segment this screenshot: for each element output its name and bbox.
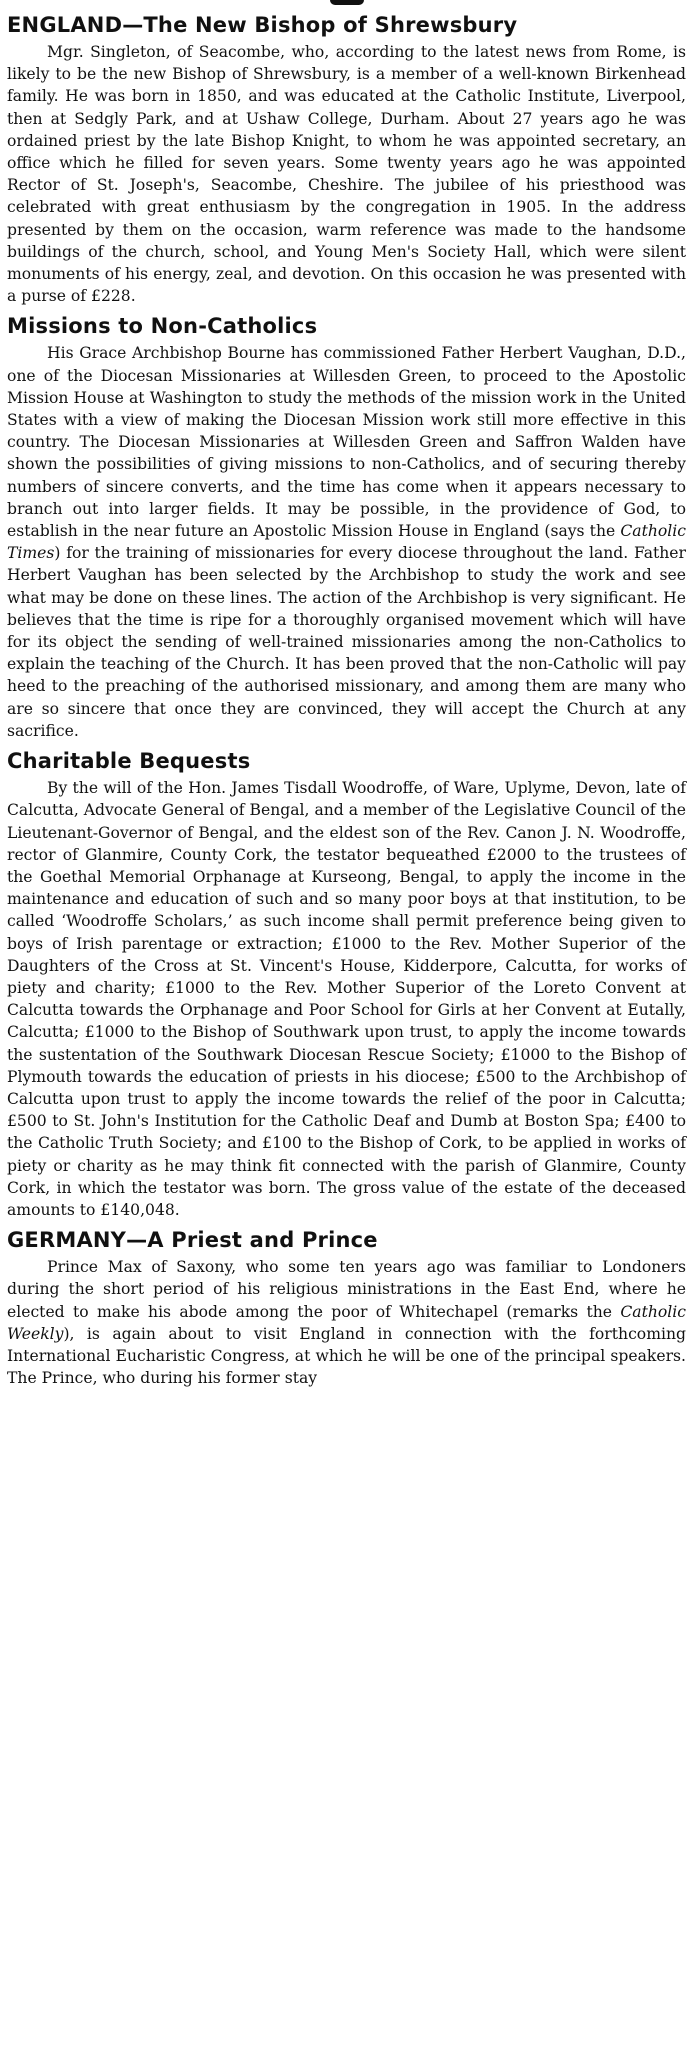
article-heading: ENGLAND—The New Bishop of Shrewsbury: [7, 13, 518, 37]
article-body-part: His Grace Archbishop Bourne has commissioned Father Herbert Vaughan, D.D., one of the Diocesan Missionaries at Willesden Green, to proceed to the Apostolic Mission House at Washington to study the methods of the mission work in the United States with a view of making the Diocesan Mission work still more effective in this country. The Diocesan Missionaries at Willesden Green and Saffron Walden have shown the possibilities of giving missions to non-Catholics, and of securing thereby numbers of sincere converts, and the time has come when it appears necessary to branch out into larger fields. It may be possible, in the providence of God, to establish in the near future an Apostolic Mission House in England (says the: [7, 344, 686, 541]
article-body: Mgr. Singleton, of Seacombe, who, according to the latest news from Rome, is likely to be the new Bishop of Shrewsbury, is a member of a well-known Birkenhead family. He was born in 1850, and was educated at the Catholic Institute, Liverpool, then at Sedgly Park, and at Ushaw College, Durham. About 27 years ago he was ordained priest by the late Bishop Knight, to whom he was appointed secretary, an office which he filled for seven years. Some twenty years ago he was appointed Rector of St. Joseph's, Seacombe, Cheshire. The jubilee of his priesthood was celebrated with great enthusiasm by the congregation in 1905. In the address presented by them on the occasion, warm reference was made to the handsome buildings of the church, school, and Young Men's Society Hall, which were silent monuments of his energy, zeal, and devotion. On this occasion he was presented with a purse of £228.: [7, 43, 686, 306]
article-body: [7, 1256, 686, 1389]
article-heading: GERMANY—A Priest and Prince: [7, 1228, 378, 1253]
publication-title: Catholic Times: [7, 522, 686, 563]
article-heading: Missions to Non-Catholics: [7, 314, 318, 339]
article-body-part: ), is again about to visit England in connection with the forthcoming International Eucharistic Congress, at which he will be one of the principal speakers. The Prince, who during his former stay: [7, 1324, 686, 1388]
article-priest-and-prince: [7, 1227, 686, 1389]
article-heading: Charitable Bequests: [7, 749, 251, 774]
article-body-part: Prince Max of Saxony, who some ten years ago was familiar to Londoners during the short period of his religious ministrations in the East End, where he elected to make his abode among the poor of Whitechapel (remarks the: [7, 1258, 686, 1321]
article-bishop-of-shrewsbury: [7, 12, 686, 307]
article-charitable-bequests: [7, 748, 686, 1221]
article-body: [7, 342, 686, 742]
article-missions-to-non-catholics: [7, 313, 686, 742]
publication-title: Catholic Weekly: [7, 1302, 686, 1343]
article-body: By the will of the Hon. James Tisdall Woodroffe, of Ware, Uplyme, Devon, late of Calcutta, Advocate General of Bengal, and a member of the Legislative Council of the Lieutenant-Governor of Bengal, and the eldest son of the Rev. Canon J. N. Woodroffe, rector of Glanmire, County Cork, the testator bequeathed £2000 to the trustees of the Goethal Memorial Orphanage at Kurseong, Bengal, to apply the income in the maintenance and education of such and so many poor boys at that institution, to be called ‘Woodroffe Scholars,’ as such income shall permit preference being given to boys of Irish parentage or extraction; £1000 to the Rev. Mother Superior of the Daughters of the Cross at St. Vincent's House, Kidderpore, Calcutta, for works of piety and charity; £1000 to the Rev. Mother Superior of the Loreto Convent at Calcutta towards the Orphanage and Poor School for Girls at her Convent at Eutally, Calcutta; £1000 to the Bishop of Southwark upon trust, to apply the income towards the sustentation of the Southwark Diocesan Rescue Society; £1000 to the Bishop of Plymouth towards the education of priests in his diocese; £500 to the Archbishop of Calcutta upon trust to apply the income towards the relief of the poor in Calcutta; £500 to St. John's Institution for the Catholic Deaf and Dumb at Boston Spa; £400 to the Catholic Truth Society; and £100 to the Bishop of Cork, to be applied in works of piety or charity as he may think fit connected with the parish of Glanmire, County Cork, in which the testator was born. The gross value of the estate of the deceased amounts to £140,048.: [7, 779, 686, 1219]
column-top-ornament: [330, 0, 364, 5]
article-body-part: ) for the training of missionaries for every diocese throughout the land. Father Herbert Vaughan has been selected by the Archbishop to study the work and see what may be done on these lines. The action of the Archbishop is very significant. He believes that the time is ripe for a thoroughly organised movement which will have for its object the sending of well-trained missionaries among the non-Catholics to explain the teaching of the Church. It has been proved that the non-Catholic will pay heed to the preaching of the authorised missionary, and among them are many who are so sincere that once they are convinced, they will accept the Church at any sacrifice.: [7, 544, 686, 740]
